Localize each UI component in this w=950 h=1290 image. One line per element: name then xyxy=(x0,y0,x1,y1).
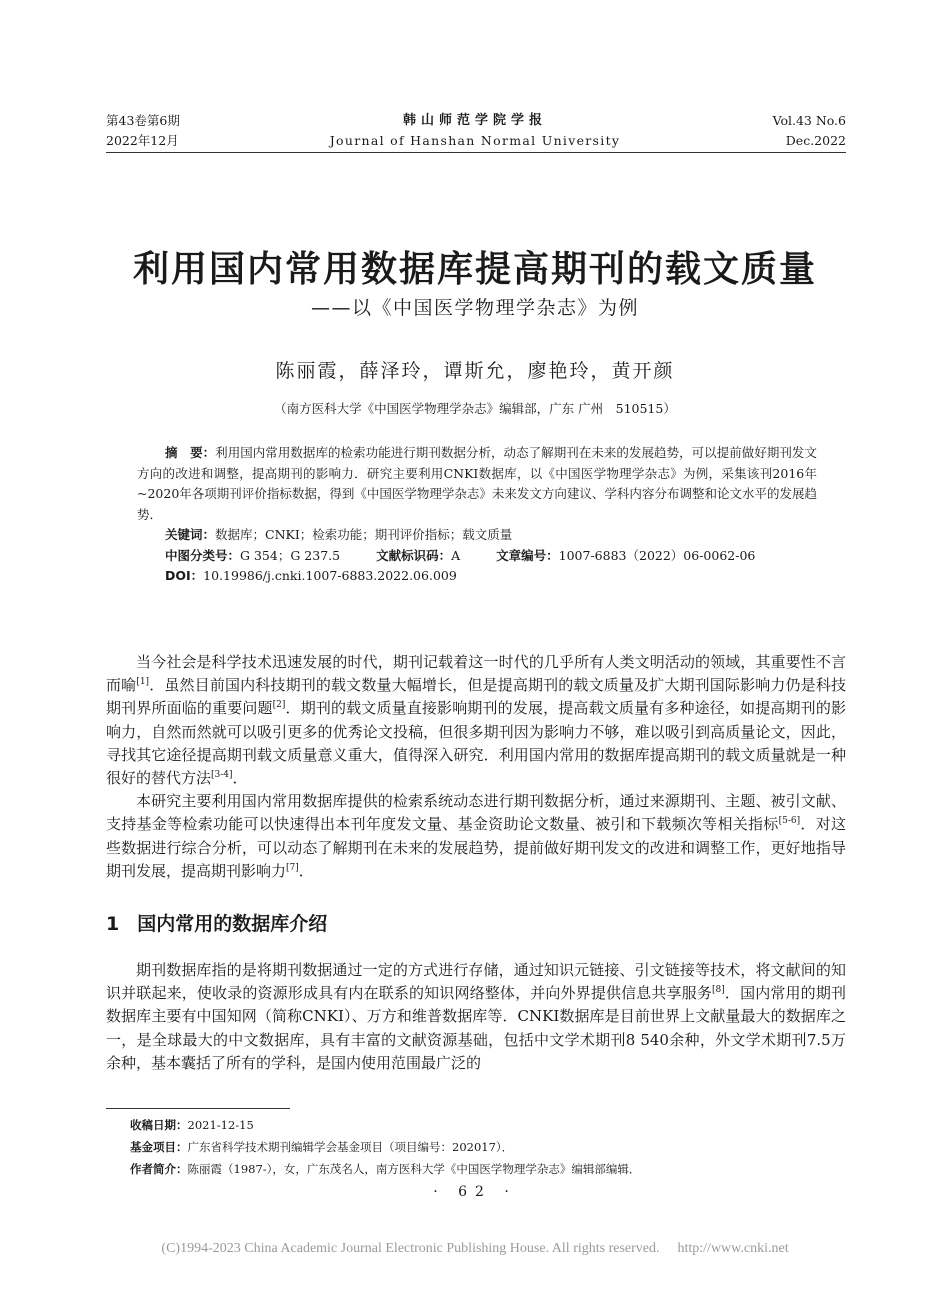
doc-code-value: A xyxy=(451,547,461,563)
received-label: 收稿日期： xyxy=(130,1118,188,1132)
text-run: ．虽然目前国内科技期刊的载文数量大幅增长，但是提高期刊的载文质量及扩大期刊国际影响力仍是科技期刊界所面临的重要问题 xyxy=(106,676,846,718)
article-subtitle: ——以《中国医学物理学杂志》为例 xyxy=(310,297,639,319)
doi-line xyxy=(165,566,817,587)
copyright-notice xyxy=(0,1241,950,1257)
footnotes xyxy=(130,1114,846,1180)
volume-en: Vol.43 No.6 xyxy=(772,113,846,128)
body-paragraph-3 xyxy=(106,959,846,1075)
fund-value: 广东省科学技术期刊编辑学会基金项目（项目编号：202017）． xyxy=(187,1140,514,1154)
fund-info xyxy=(130,1136,846,1158)
fund-label: 基金项目： xyxy=(130,1140,188,1154)
article-title: 利用国内常用数据库提高期刊的载文质量 xyxy=(132,248,817,290)
volume-cn: 第43卷第6期 xyxy=(106,113,180,128)
cnki-link[interactable]: http://www.cnki.net xyxy=(677,1241,789,1256)
journal-name-cn: 韩山师范学院学报 xyxy=(402,113,547,128)
clc-label: 中图分类号： xyxy=(165,547,241,563)
section-number: 1 xyxy=(106,913,120,936)
footnote-divider xyxy=(106,1108,290,1109)
author-affiliation: （南方医科大学《中国医学物理学杂志》编辑部，广东 广州 510515） xyxy=(274,401,676,416)
author-bio-value: 陈丽霞（1987-），女，广东茂名人，南方医科大学《中国医学物理学杂志》编辑部编辑． xyxy=(187,1162,641,1176)
body-paragraph-2 xyxy=(106,790,846,883)
citation-ref[interactable]: [7] xyxy=(286,862,299,873)
body-paragraph-1 xyxy=(106,651,846,790)
received-value: 2021-12-15 xyxy=(187,1118,254,1132)
section-title: 国内常用的数据库介绍 xyxy=(137,913,328,936)
text-run: ．国内常用的期刊数据库主要有中国知网（简称CNKI）、万方和维普数据库等．CNKI数据库是目前世界上文献量最大的数据库之一，是全球最大的中文数据库，具有丰富的文献资源基础，包括中文学术期刊8 540余种，外文学术期刊7.5万余种，基本囊括了所有的学科，是国内使用范围最广泛的 xyxy=(106,984,846,1072)
text-run: ．期刊的载文质量直接影响期刊的发展，提高载文质量有多种途径，如提高期刊的影响力，自然而然就可以吸引更多的优秀论文投稿，但很多期刊因为影响力不够，难以吸引到高质量论文，因此，寻找其它途径提高期刊载文质量意义重大，值得深入研究．利用国内常用的数据库提高期刊的载文质量就是一种很好的替代方法 xyxy=(106,699,846,788)
text-run: 本研究主要利用国内常用数据库提供的检索系统动态进行期刊数据分析，通过来源期刊、主题、被引文献、支持基金等检索功能可以快速得出本刊年度发文量、基金资助论文数量、被引和下载频次等相关指标 xyxy=(106,792,846,834)
text-run: ． xyxy=(232,769,248,788)
clc-value: G 354；G 237.5 xyxy=(240,547,341,563)
article-body xyxy=(106,651,846,1075)
journal-name-en: Journal of Hanshan Normal University xyxy=(329,133,621,148)
citation-ref[interactable]: [3-4] xyxy=(211,770,233,781)
abstract-text: 利用国内常用数据库的检索功能进行期刊数据分析，动态了解期刊在未来的发展趋势，可以提前做好期刊发文方向的改进和调整，提高期刊的影响力．研究主要利用CNKI数据库，以《中国医学物理学杂志》为例，采集该刊2016年~2020年各项期刊评价指标数据，得到《中国医学物理学杂志》未来发文方向建议、学科内容分布调整和论文水平的发展趋势． xyxy=(137,445,817,522)
copyright-text: (C)1994-2023 China Academic Journal Electronic Publishing House. All rights reserved. xyxy=(161,1241,660,1256)
keywords-text: 数据库；CNKI；检索功能；期刊评价指标；载文质量 xyxy=(215,527,513,542)
author-bio xyxy=(130,1158,846,1180)
article-id-label: 文章编号： xyxy=(496,547,559,563)
citation-ref[interactable]: [8] xyxy=(712,985,725,996)
date-cn: 2022年12月 xyxy=(106,133,179,148)
citation-ref[interactable]: [2] xyxy=(272,700,286,711)
classification-line xyxy=(165,546,817,567)
doi-value: 10.19986/j.cnki.1007-6883.2022.06.009 xyxy=(203,568,457,583)
text-run: 期刊数据库指的是将期刊数据通过一定的方式进行存储，通过知识元链接、引文链接等技术，将文献间的知识并联起来，使收录的资源形成具有内在联系的知识网络整体，并向外界提供信息共享服务 xyxy=(106,961,846,1003)
text-run: 当今社会是科学技术迅速发展的时代，期刊记载着这一时代的几乎所有人类文明活动的领域，其重要性不言而喻 xyxy=(106,653,846,695)
date-en: Dec.2022 xyxy=(785,133,846,148)
author-list: 陈丽霞，薛泽玲，谭斯允，廖艳玲，黄开颜 xyxy=(275,360,675,382)
abstract-block xyxy=(137,443,817,587)
header-right xyxy=(773,111,846,151)
citation-ref[interactable]: [1] xyxy=(136,677,150,688)
abstract xyxy=(137,443,817,525)
keywords-label: 关键词： xyxy=(165,527,216,542)
abstract-label: 摘 要： xyxy=(165,445,216,460)
doc-code-label: 文献标识码： xyxy=(376,547,452,563)
text-run: ．对这些数据进行综合分析，可以动态了解期刊在未来的发展趋势，提前做好期刊发文的改进和调整工作，更好地指导期刊发展，提高期刊影响力 xyxy=(106,815,846,880)
text-run: ． xyxy=(298,861,314,880)
received-date xyxy=(130,1114,846,1136)
citation-ref[interactable]: [5-6] xyxy=(778,816,801,827)
page-number: · 62 · xyxy=(433,1184,517,1200)
header-divider xyxy=(106,152,846,153)
section-heading-1 xyxy=(106,909,846,939)
keywords xyxy=(165,525,817,546)
doi-label: DOI： xyxy=(165,568,204,583)
article-id-value: 1007-6883（2022）06-0062-06 xyxy=(558,547,756,563)
author-bio-label: 作者简介： xyxy=(130,1162,188,1176)
